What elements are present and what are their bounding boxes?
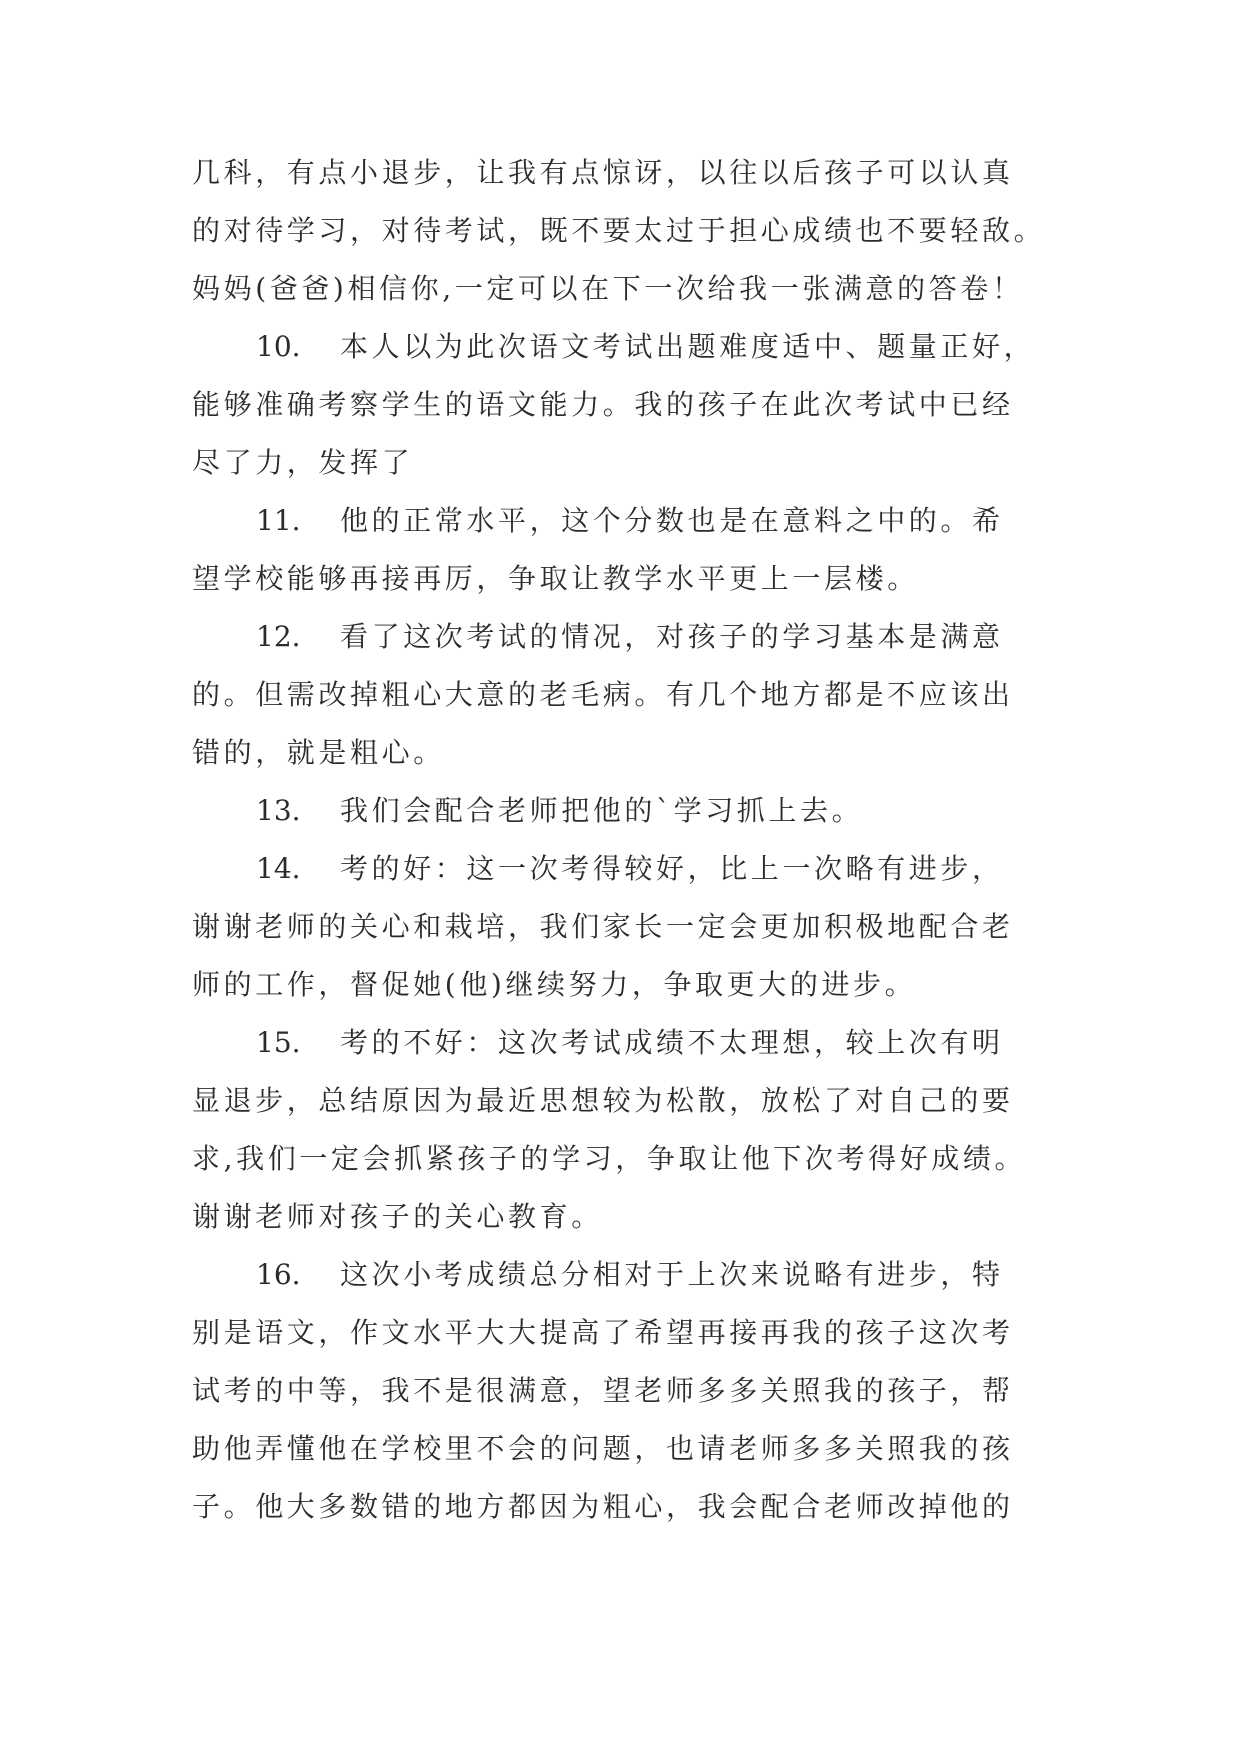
text-line: 几科，有点小退步，让我有点惊讶，以往以后孩子可以认真: [192, 156, 1014, 189]
text-line: 望学校能够再接再厉，争取让教学水平更上一层楼。: [192, 562, 919, 595]
text-line: 试考的中等，我不是很满意，望老师多多关照我的孩子，帮: [192, 1374, 1014, 1407]
text-line: 子。他大多数错的地方都因为粗心，我会配合老师改掉他的: [192, 1490, 1014, 1523]
item-number: 10.: [256, 330, 301, 363]
list-item-13: [256, 791, 863, 831]
text-line: 的对待学习，对待考试，既不要太过于担心成绩也不要轻敌。: [192, 214, 1046, 247]
item-number: 11.: [256, 504, 301, 537]
item-number: 16.: [256, 1258, 301, 1291]
text-line: 能够准确考察学生的语文能力。我的孩子在此次考试中已经: [192, 388, 1014, 421]
list-item-14: [256, 849, 1004, 889]
item-number: 13.: [256, 794, 301, 827]
list-item-10: [256, 327, 1035, 367]
text-line: 助他弄懂他在学校里不会的问题，也请老师多多关照我的孩: [192, 1432, 1014, 1465]
text-line: 他的正常水平，这个分数也是在意料之中的。希: [340, 504, 1004, 537]
item-number: 12.: [256, 620, 301, 653]
text-line: 我们会配合老师把他的`学习抓上去。: [340, 794, 864, 827]
text-line: 的。但需改掉粗心大意的老毛病。有几个地方都是不应该出: [192, 678, 1014, 711]
text-line: 考的好：这一次考得较好，比上一次略有进步，: [340, 852, 1004, 885]
text-line: 谢谢老师对孩子的关心教育。: [192, 1200, 603, 1233]
text-line: 尽了力，发挥了: [192, 446, 414, 479]
text-line: 看了这次考试的情况，对孩子的学习基本是满意: [340, 620, 1004, 653]
item-number: 14.: [256, 852, 301, 885]
text-line: 妈妈(爸爸)相信你,一定可以在下一次给我一张满意的答卷！: [192, 272, 1024, 305]
text-line: 考的不好：这次考试成绩不太理想，较上次有明: [340, 1026, 1004, 1059]
list-item-16: [256, 1255, 1004, 1295]
text-line: 这次小考成绩总分相对于上次来说略有进步，特: [340, 1258, 1004, 1291]
list-item-11: [256, 501, 1004, 541]
text-line: 显退步，总结原因为最近思想较为松散，放松了对自己的要: [192, 1084, 1014, 1117]
list-item-12: [256, 617, 1004, 657]
text-line: 师的工作，督促她(他)继续努力，争取更大的进步。: [192, 968, 917, 1001]
text-line: 错的，就是粗心。: [192, 736, 445, 769]
text-line: 别是语文，作文水平大大提高了希望再接再我的孩子这次考: [192, 1316, 1014, 1349]
text-line: 求,我们一定会抓紧孩子的学习，争取让他下次考得好成绩。: [192, 1142, 1027, 1175]
text-line: 谢谢老师的关心和栽培，我们家长一定会更加积极地配合老: [192, 910, 1014, 943]
text-line: 本人以为此次语文考试出题难度适中、题量正好，: [340, 330, 1036, 363]
item-number: 15.: [256, 1026, 301, 1059]
list-item-15: [256, 1023, 1004, 1063]
